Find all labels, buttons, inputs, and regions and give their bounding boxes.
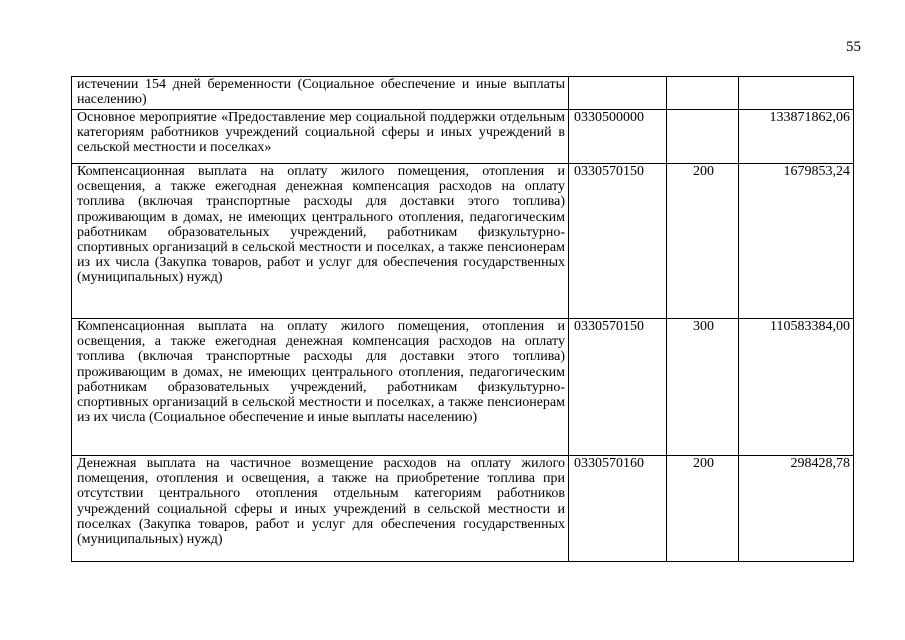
row-target-code	[569, 77, 667, 110]
row-amount: 298428,78	[739, 456, 854, 562]
row-amount: 133871862,06	[739, 110, 854, 164]
row-amount: 1679853,24	[739, 164, 854, 319]
row-amount: 110583384,00	[739, 319, 854, 456]
row-target-code: 0330570150	[569, 164, 667, 319]
budget-table	[71, 76, 854, 562]
table-row	[72, 77, 854, 110]
row-expense-type	[667, 110, 739, 164]
row-description: Основное мероприятие «Предоставление мер социальной поддержки отдельным категориям работников учреждений социальной сферы и иных учреждений в сельской местности и поселках»	[72, 110, 569, 164]
row-target-code: 0330570160	[569, 456, 667, 562]
table-row	[72, 164, 854, 319]
row-description: Денежная выплата на частичное возмещение расходов на оплату жилого помещения, отопления и освещения, а также на приобретение топлива при отсутствии центрального отопления отдельным категориям работников учреждений социальной сферы и иных учреждений в сельской местности и поселках (Закупка товаров, работ и услуг для обеспечения государственных (муниципальных) нужд)	[72, 456, 569, 562]
row-expense-type	[667, 77, 739, 110]
row-target-code: 0330570150	[569, 319, 667, 456]
table-row	[72, 456, 854, 562]
row-description: Компенсационная выплата на оплату жилого помещения, отопления и освещения, а также ежегодная денежная компенсация расходов на оплату топлива (включая транспортные расходы для доставки этого топлива) проживающим в домах, не имеющих центрального отопления, педагогическим работникам образовательных учреждений, работникам физкультурно-спортивных организаций в сельской местности и поселках, а также пенсионерам из их числа (Закупка товаров, работ и услуг для обеспечения государственных (муниципальных) нужд)	[72, 164, 569, 319]
row-description: Компенсационная выплата на оплату жилого помещения, отопления и освещения, а также ежегодная денежная компенсация расходов на оплату топлива (включая транспортные расходы для доставки этого топлива) проживающим в домах, не имеющих центрального отопления, педагогическим работникам образовательных учреждений, работникам физкультурно-спортивных организаций в сельской местности и поселках, а также пенсионерам из их числа (Социальное обеспечение и иные выплаты населению)	[72, 319, 569, 456]
row-expense-type: 200	[667, 456, 739, 562]
table-row	[72, 319, 854, 456]
row-description: истечении 154 дней беременности (Социальное обеспечение и иные выплаты населению)	[72, 77, 569, 110]
page-number: 55	[846, 39, 861, 55]
row-expense-type: 300	[667, 319, 739, 456]
row-expense-type: 200	[667, 164, 739, 319]
table-row	[72, 110, 854, 164]
row-amount	[739, 77, 854, 110]
row-target-code: 0330500000	[569, 110, 667, 164]
